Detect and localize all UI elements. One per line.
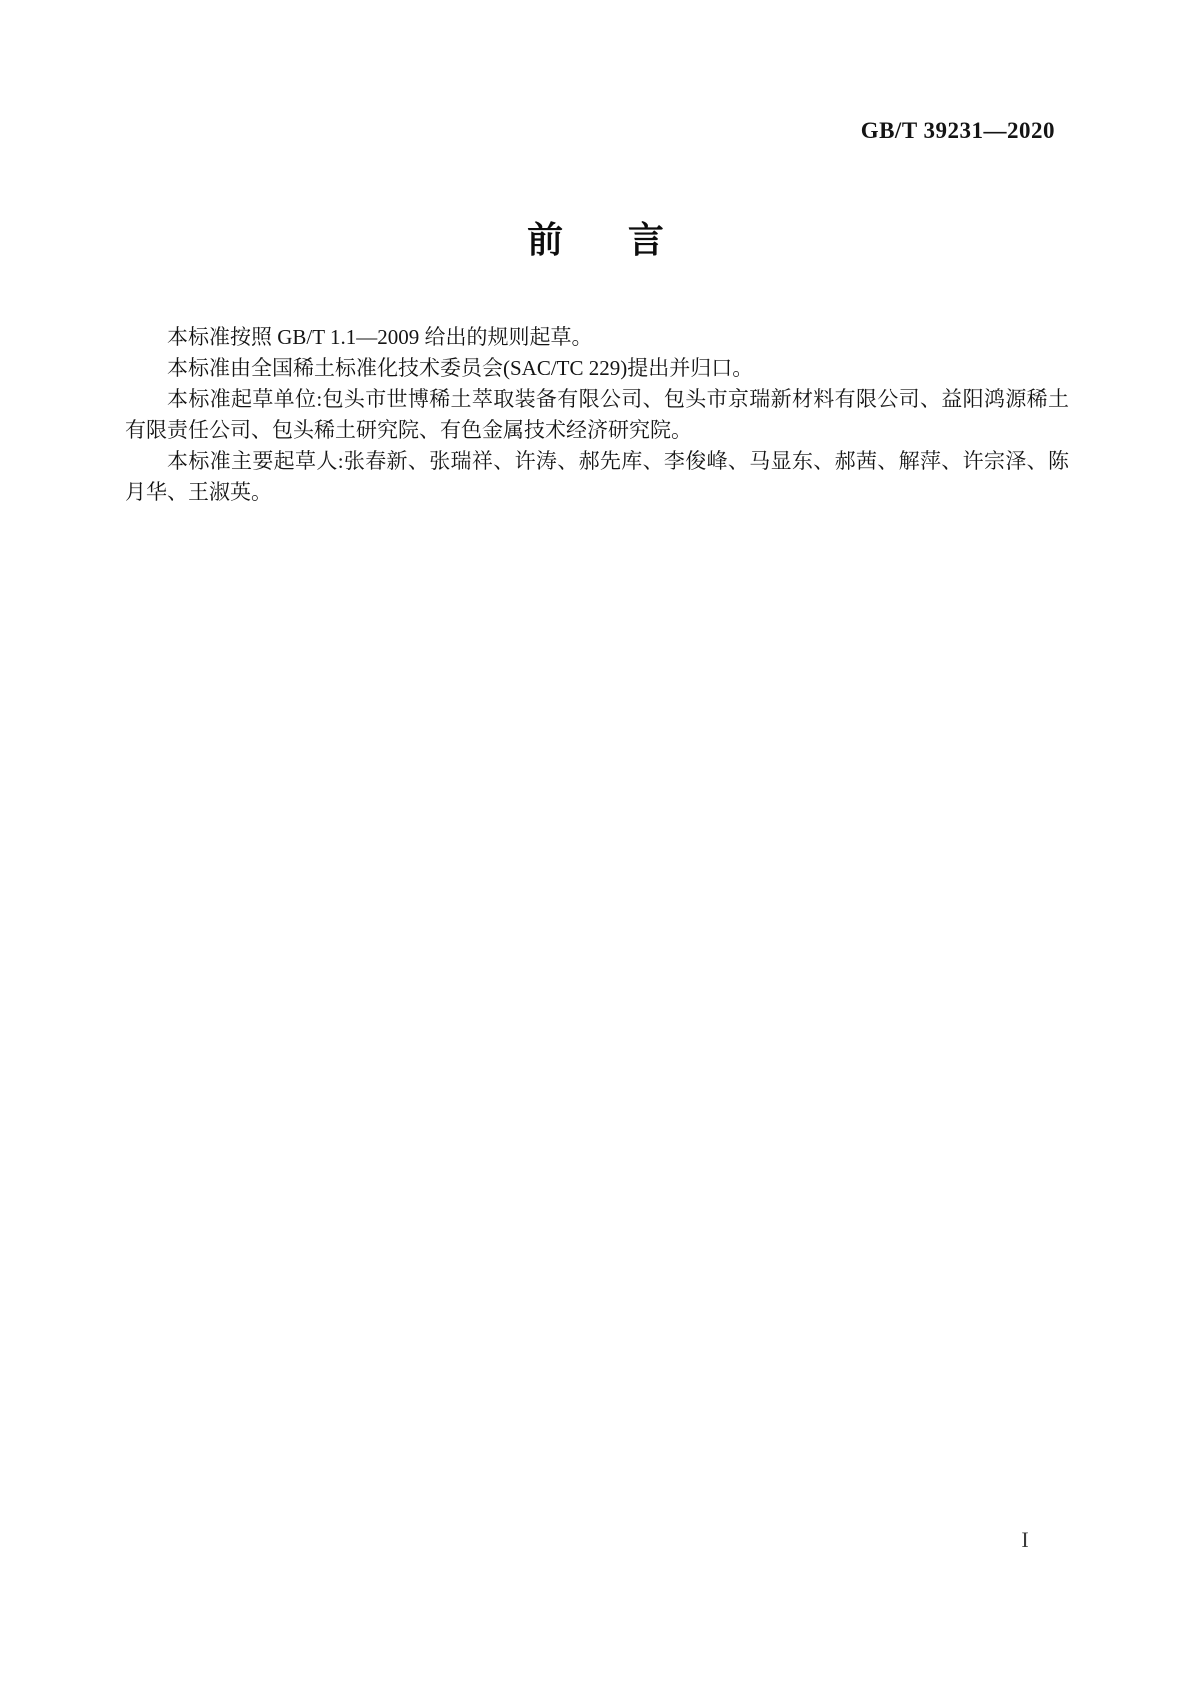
foreword-title: 前言 xyxy=(527,219,729,260)
foreword-paragraph-organizations: 本标准起草单位:包头市世博稀土萃取装备有限公司、包头市京瑞新材料有限公司、益阳鸿源稀土有限责任公司、包头稀土研究院、有色金属技术经济研究院。 xyxy=(125,387,1069,442)
foreword-paragraph-committee: 本标准由全国稀土标准化技术委员会(SAC/TC 229)提出并归口。 xyxy=(167,356,754,380)
page-number: I xyxy=(1021,1527,1029,1552)
standard-code: GB/T 39231—2020 xyxy=(860,118,1055,143)
foreword-paragraph-drafting-rule: 本标准按照 GB/T 1.1—2009 给出的规则起草。 xyxy=(167,325,593,349)
foreword-body xyxy=(125,322,1069,508)
foreword-paragraph-drafters: 本标准主要起草人:张春新、张瑞祥、许涛、郝先库、李俊峰、马显东、郝茜、解萍、许宗泽、陈月华、王淑英。 xyxy=(125,449,1069,504)
